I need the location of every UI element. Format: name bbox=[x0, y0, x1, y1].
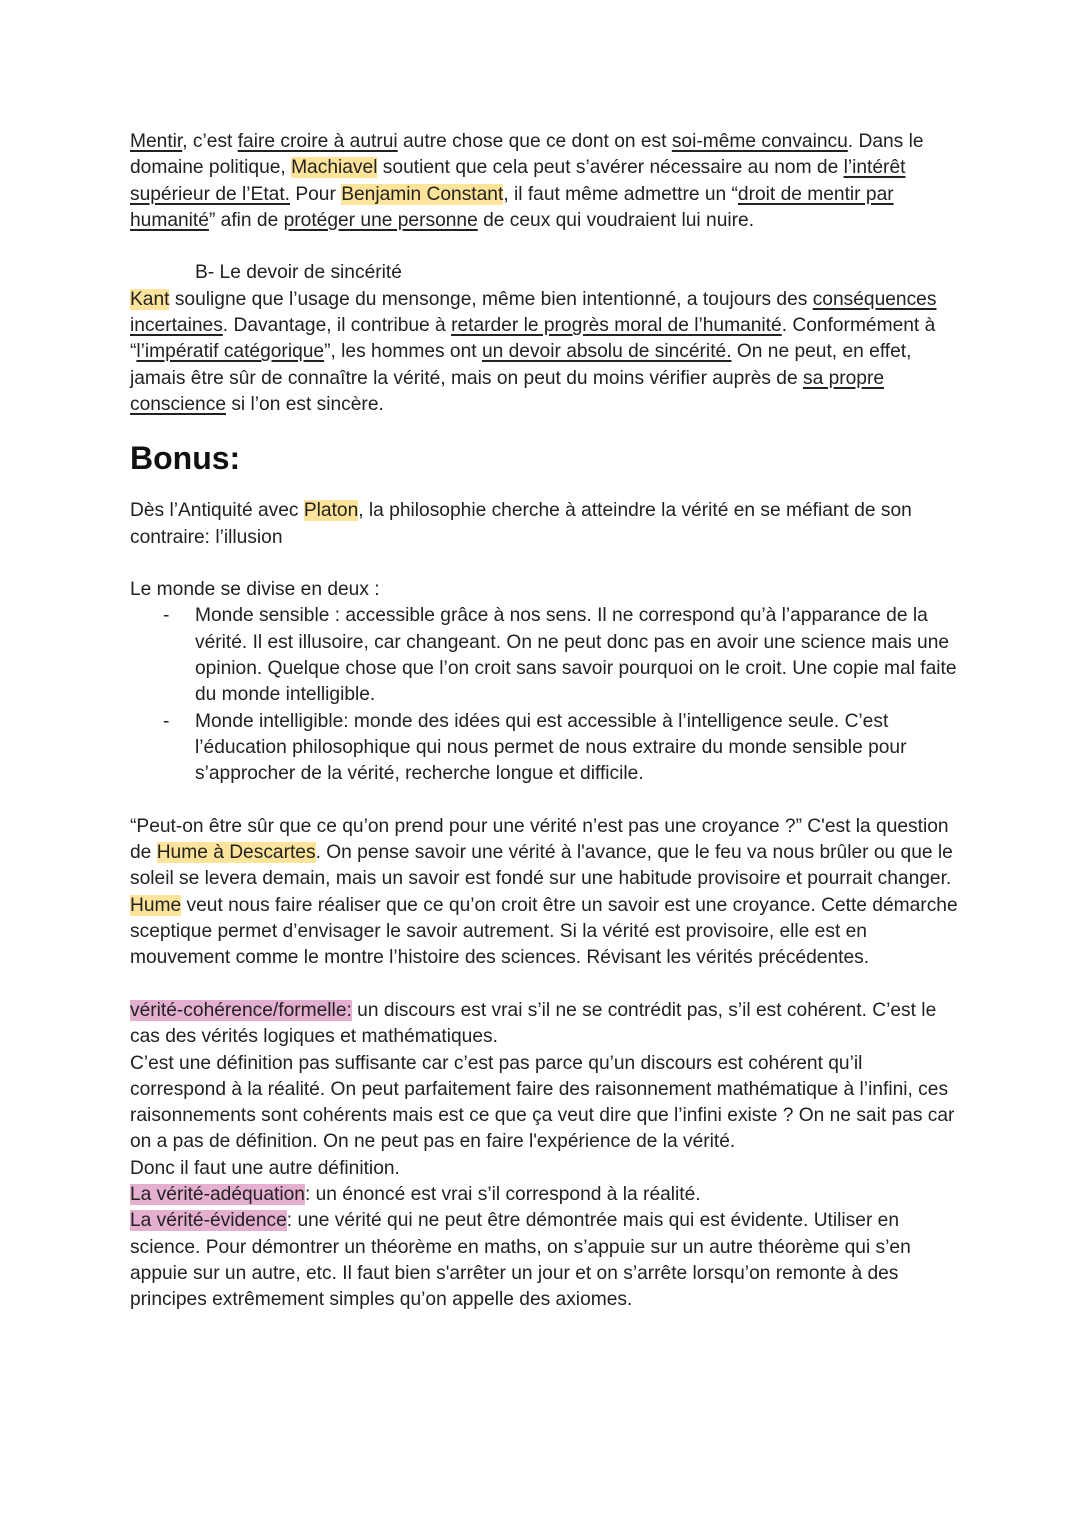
underlined-term: l’impératif catégorique bbox=[136, 341, 325, 363]
underlined-term: retarder le progrès moral de l’humanité bbox=[451, 315, 782, 337]
underlined-term: droit de mentir par humanité bbox=[130, 183, 894, 231]
paragraph-definition-insuffisante: C’est une définition pas suffisante car c’est pas parce qu’un discours est cohérent qu’il correspond à la réalité. On peut parfaitement faire des raisonnement mathématique à l’infini, ces raisonnements sont cohérents mais est ce que ça veut dire que l’infini existe ? On ne sait pas car on a pas de définition. On ne peut pas en faire l'expérience de la vérité. bbox=[130, 1052, 955, 1153]
paragraph-hume-question: “Peut-on être sûr que ce qu’on prend pour une vérité n’est pas une croyance ?” C'est la question de Hume à Descartes. On pense savoir une vérité à l'avance, que le feu va nous brûler ou que le soleil se levera demain, mais un savoir est fondé sur une habitude provisoire et pourrait changer. bbox=[130, 815, 953, 890]
highlight-name-hume: Hume bbox=[130, 894, 182, 916]
paragraph-mentir: Mentir, c’est faire croire à autrui autre chose que ce dont on est soi-même convaincu. Dans le domaine politique, Machiavel soutient que cela peut s’avérer nécessaire au nom de l’intérêt supérieur de l’Etat. Pour Benjamin Constant, il faut même admettre un “droit de mentir par humanité” afin de protéger une personne de ceux qui voudraient lui nuire. bbox=[130, 131, 924, 231]
paragraph-verite-coherence: vérité-cohérence/formelle: un discours est vrai s’il ne se contrédit pas, s’il est cohérent. C’est le cas des vérités logiques et mathématiques. bbox=[130, 999, 937, 1048]
spacer bbox=[130, 972, 960, 998]
highlight-name-hume-descartes: Hume à Descartes bbox=[156, 842, 316, 864]
document-page bbox=[130, 129, 960, 1313]
paragraph-verite-adequation: La vérité-adéquation: un énoncé est vrai s’il correspond à la réalité. bbox=[130, 1183, 701, 1205]
highlight-name-platon: Platon bbox=[303, 500, 359, 522]
underlined-term: protéger une personne bbox=[283, 209, 478, 231]
spacer bbox=[130, 551, 960, 577]
paragraph-platon: Dès l’Antiquité avec Platon, la philosophie cherche à atteindre la vérité en se méfiant de son contraire: l’illusion bbox=[130, 500, 912, 548]
underlined-term: sa propre conscience bbox=[130, 367, 885, 415]
highlight-term-adequation: La vérité-adéquation bbox=[130, 1183, 305, 1205]
bonus-heading: Bonus: bbox=[130, 440, 241, 477]
underlined-term: un devoir absolu de sincérité. bbox=[481, 341, 732, 363]
underlined-term: conséquences incertaines bbox=[130, 288, 937, 337]
underlined-term: faire croire à autrui bbox=[237, 131, 398, 152]
highlight-name-machiavel: Machiavel bbox=[291, 157, 378, 179]
highlight-term-coherence: vérité-cohérence/formelle: bbox=[130, 999, 352, 1021]
underlined-term: soi-même convaincu bbox=[671, 131, 848, 152]
list-item: - Monde sensible : accessible grâce à nos sens. Il ne correspond qu’à l’apparance de la vérité. Il est illusoire, car changeant. On ne peut donc pas en avoir une science mais une opinion. Quelque chose que l’on croit sans savoir pourquoi on le croit. Une copie mal faite du monde intelligible. bbox=[163, 605, 957, 706]
paragraph-kant: Kant souligne que l’usage du mensonge, même bien intentionné, a toujours des conséquences incertaines. Davantage, il contribue à retarder le progrès moral de l’humanité. Conformément à “l’impératif catégorique”, les hommes ont un devoir absolu de sincérité. On ne peut, en effet, jamais être sûr de connaître la vérité, mais on peut du moins vérifier auprès de sa propre conscience si l’on est sincère. bbox=[130, 288, 937, 415]
paragraph-verite-evidence: La vérité-évidence: une vérité qui ne peut être démontrée mais qui est évidente. Utiliser en science. Pour démontrer un théorème en maths, on s’appuie sur un autre théorème qui s’en appuie sur un autre, etc. Il faut bien s'arrêter un jour et on s’arrête lorsqu’on remonte à des principes extrêmement simples qu’on appelle des axiomes. bbox=[130, 1210, 911, 1311]
highlight-name-constant: Benjamin Constant bbox=[341, 183, 504, 205]
subheading-sincerite: B- Le devoir de sincérité bbox=[195, 262, 402, 284]
paragraph-monde-intro: Le monde se divise en deux : bbox=[130, 579, 380, 601]
highlight-term-evidence: La vérité-évidence bbox=[130, 1210, 287, 1232]
spacer bbox=[130, 234, 960, 260]
highlight-name-kant: Kant bbox=[130, 288, 170, 310]
monde-list bbox=[130, 603, 960, 787]
dash-bullet: - bbox=[163, 710, 170, 732]
spacer bbox=[130, 788, 960, 814]
paragraph-hume: Hume veut nous faire réaliser que ce qu’on croit être un savoir est une croyance. Cette démarche sceptique permet d’envisager le savoir autrement. Si la vérité est provisoire, elle est en mouvement comme le montre l’histoire des sciences. Révisant les vérités précédentes. bbox=[130, 894, 958, 969]
paragraph-autre-definition: Donc il faut une autre définition. bbox=[130, 1157, 400, 1179]
dash-bullet: - bbox=[163, 605, 170, 627]
list-item: - Monde intelligible: monde des idées qui est accessible à l’intelligence seule. C’est l’éducation philosophique qui nous permet de nous extraire du monde sensible pour s’approcher de la vérité, recherche longue et difficile. bbox=[163, 710, 907, 785]
underlined-term: Mentir bbox=[130, 131, 183, 152]
underlined-term: l’intérêt supérieur de l’Etat. bbox=[130, 157, 906, 205]
